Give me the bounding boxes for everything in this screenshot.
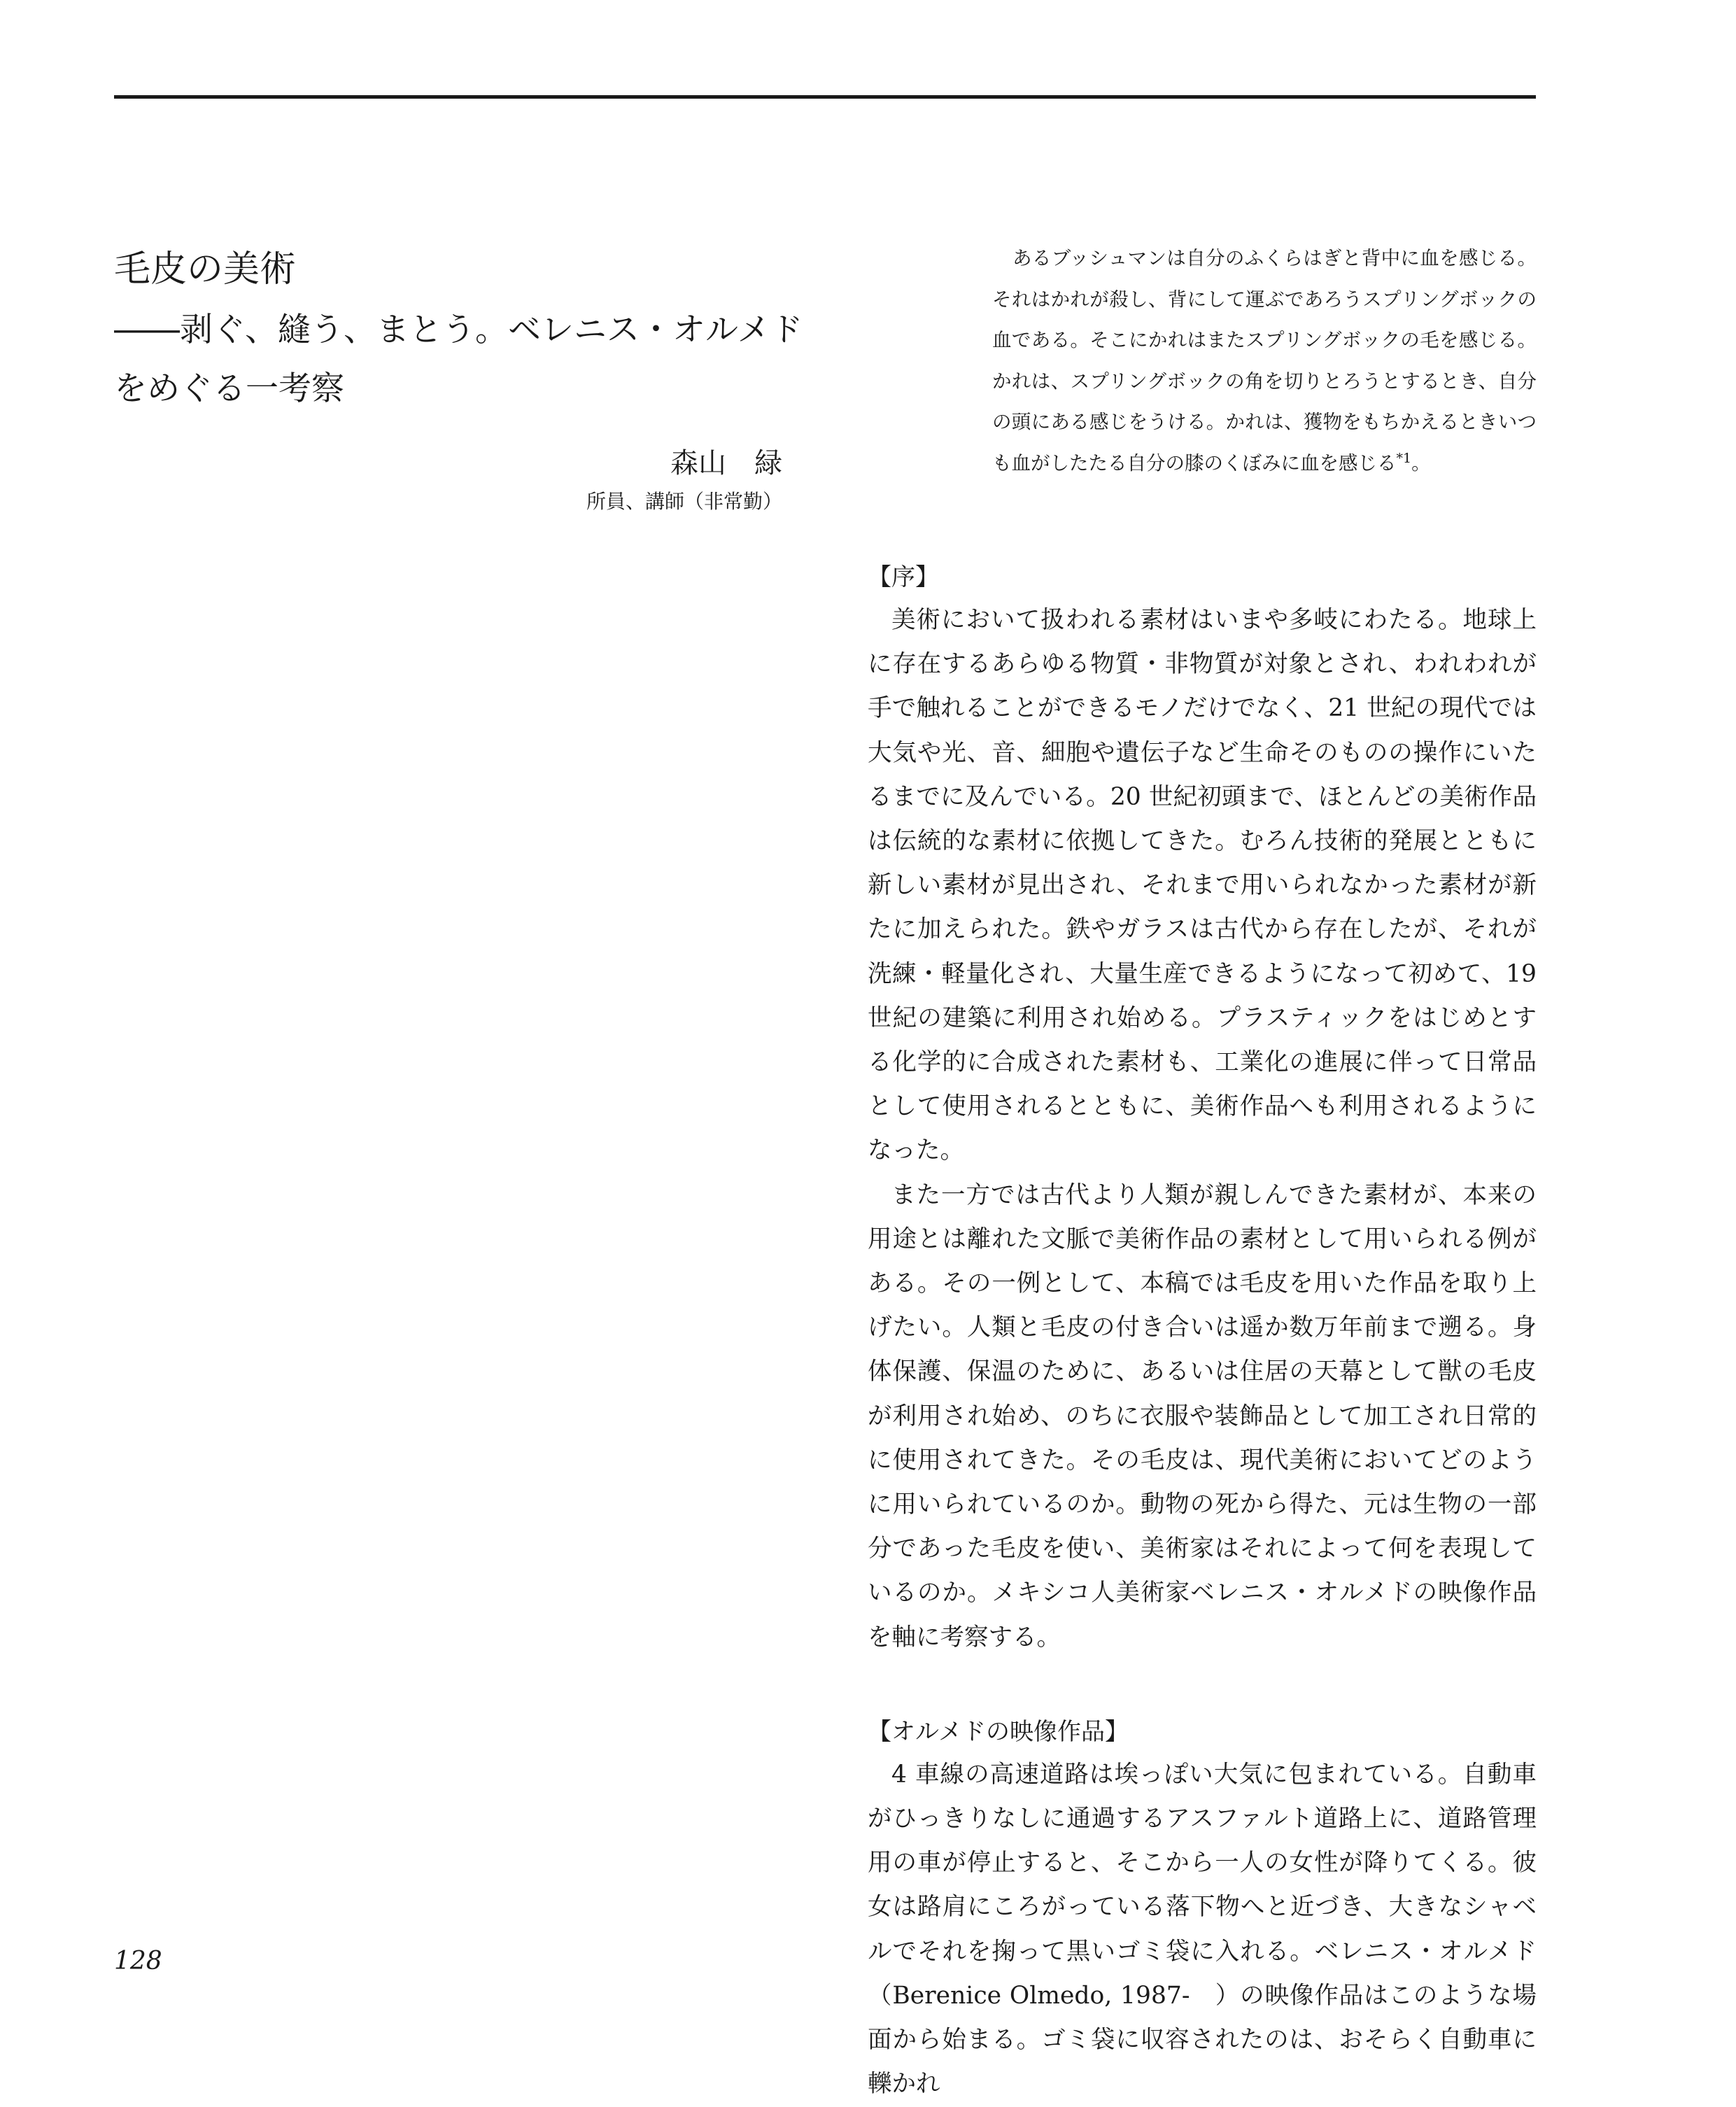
footnote-ref[interactable]: *1 <box>1396 450 1412 466</box>
author-affiliation: 所員、講師（非常勤） <box>586 490 782 513</box>
article-subtitle: ――剥ぐ、縫う、まとう。ベレニス・オルメドをめぐる一考察 <box>114 311 803 408</box>
author-block <box>586 442 782 519</box>
author-name: 森山 緑 <box>670 447 782 479</box>
paragraph: 4 車線の高速道路は埃っぽい大気に包まれている。自動車がひっきりなしに通過するアスファルト道路上に、道路管理用の車が停止すると、そこから一人の女性が降りてくる。彼女は路肩にころがっている落下物へと近づき、大きなシャベルでそれを掬って黒いゴミ袋に入れる。ベレニス・オルメド（Berenice Olmedo, 1987- ）の映像作品はこのような場面から始まる。ゴミ袋に収容されたのは、おそらく自動車に轢かれ <box>868 1760 1537 2099</box>
paragraph: 美術において扱われる素材はいまや多岐にわたる。地球上に存在するあらゆる物質・非物質が対象とされ、われわれが手で触れることができるモノだけでなく、21 世紀の現代では大気や光、音、細胞や遺伝子など生命そのものの操作にいたるまでに及んでいる。20 世紀初頭まで、ほとんどの美術作品は伝統的な素材に依拠してきた。むろん技術的発展とともに新しい素材が見出され、それまで用いられなかった素材が新たに加えられた。鉄やガラスは古代から存在したが、それが洗練・軽量化され、大量生産できるようになって初めて、19 世紀の建築に利用され始める。プラスティックをはじめとする化学的に合成された素材も、工業化の進展に伴って日常品として使用されるとともに、美術作品へも利用されるようになった。 <box>868 606 1537 1165</box>
epigraph-end: 。 <box>1411 451 1431 474</box>
top-rule <box>114 95 1536 99</box>
section-heading-video-works: 【オルメドの映像作品】 <box>868 1717 1129 1746</box>
section-heading-preface: 【序】 <box>868 563 939 591</box>
paragraph: また一方では古代より人類が親しんできた素材が、本来の用途とは離れた文脈で美術作品の素材として用いられる例がある。その一例として、本稿では毛皮を用いた作品を取り上げたい。人類と毛皮の付き合いは遥か数万年前まで遡る。身体保護、保温のために、あるいは住居の天幕として獣の毛皮が利用され始め、のちに衣服や装飾品として加工され日常的に使用されてきた。その毛皮は、現代美術においてどのように用いられているのか。動物の死から得た、元は生物の一部分であった毛皮を使い、美術家はそれによって何を表現しているのか。メキシコ人美術家ベレニス・オルメドの映像作品を軸に考察する。 <box>868 1181 1537 1651</box>
epigraph-text: あるブッシュマンは自分のふくらはぎと背中に血を感じる。それはかれが殺し、背にして運ぶであろうスプリングボックの血である。そこにかれはまたスプリングボックの毛を感じる。かれは、スプリングボックの角を切りとろうとするとき、自分の頭にある感じをうける。かれは、獲物をもちかえるときいつも血がしたたる自分の膝のくぼみに血を感じる <box>992 247 1537 474</box>
body-column <box>868 556 1537 2107</box>
article-title: 毛皮の美術 <box>114 248 297 290</box>
page-number: 128 <box>114 1947 162 1975</box>
section-gap <box>868 1660 1537 1711</box>
title-block <box>114 238 807 418</box>
epigraph <box>992 238 1537 484</box>
